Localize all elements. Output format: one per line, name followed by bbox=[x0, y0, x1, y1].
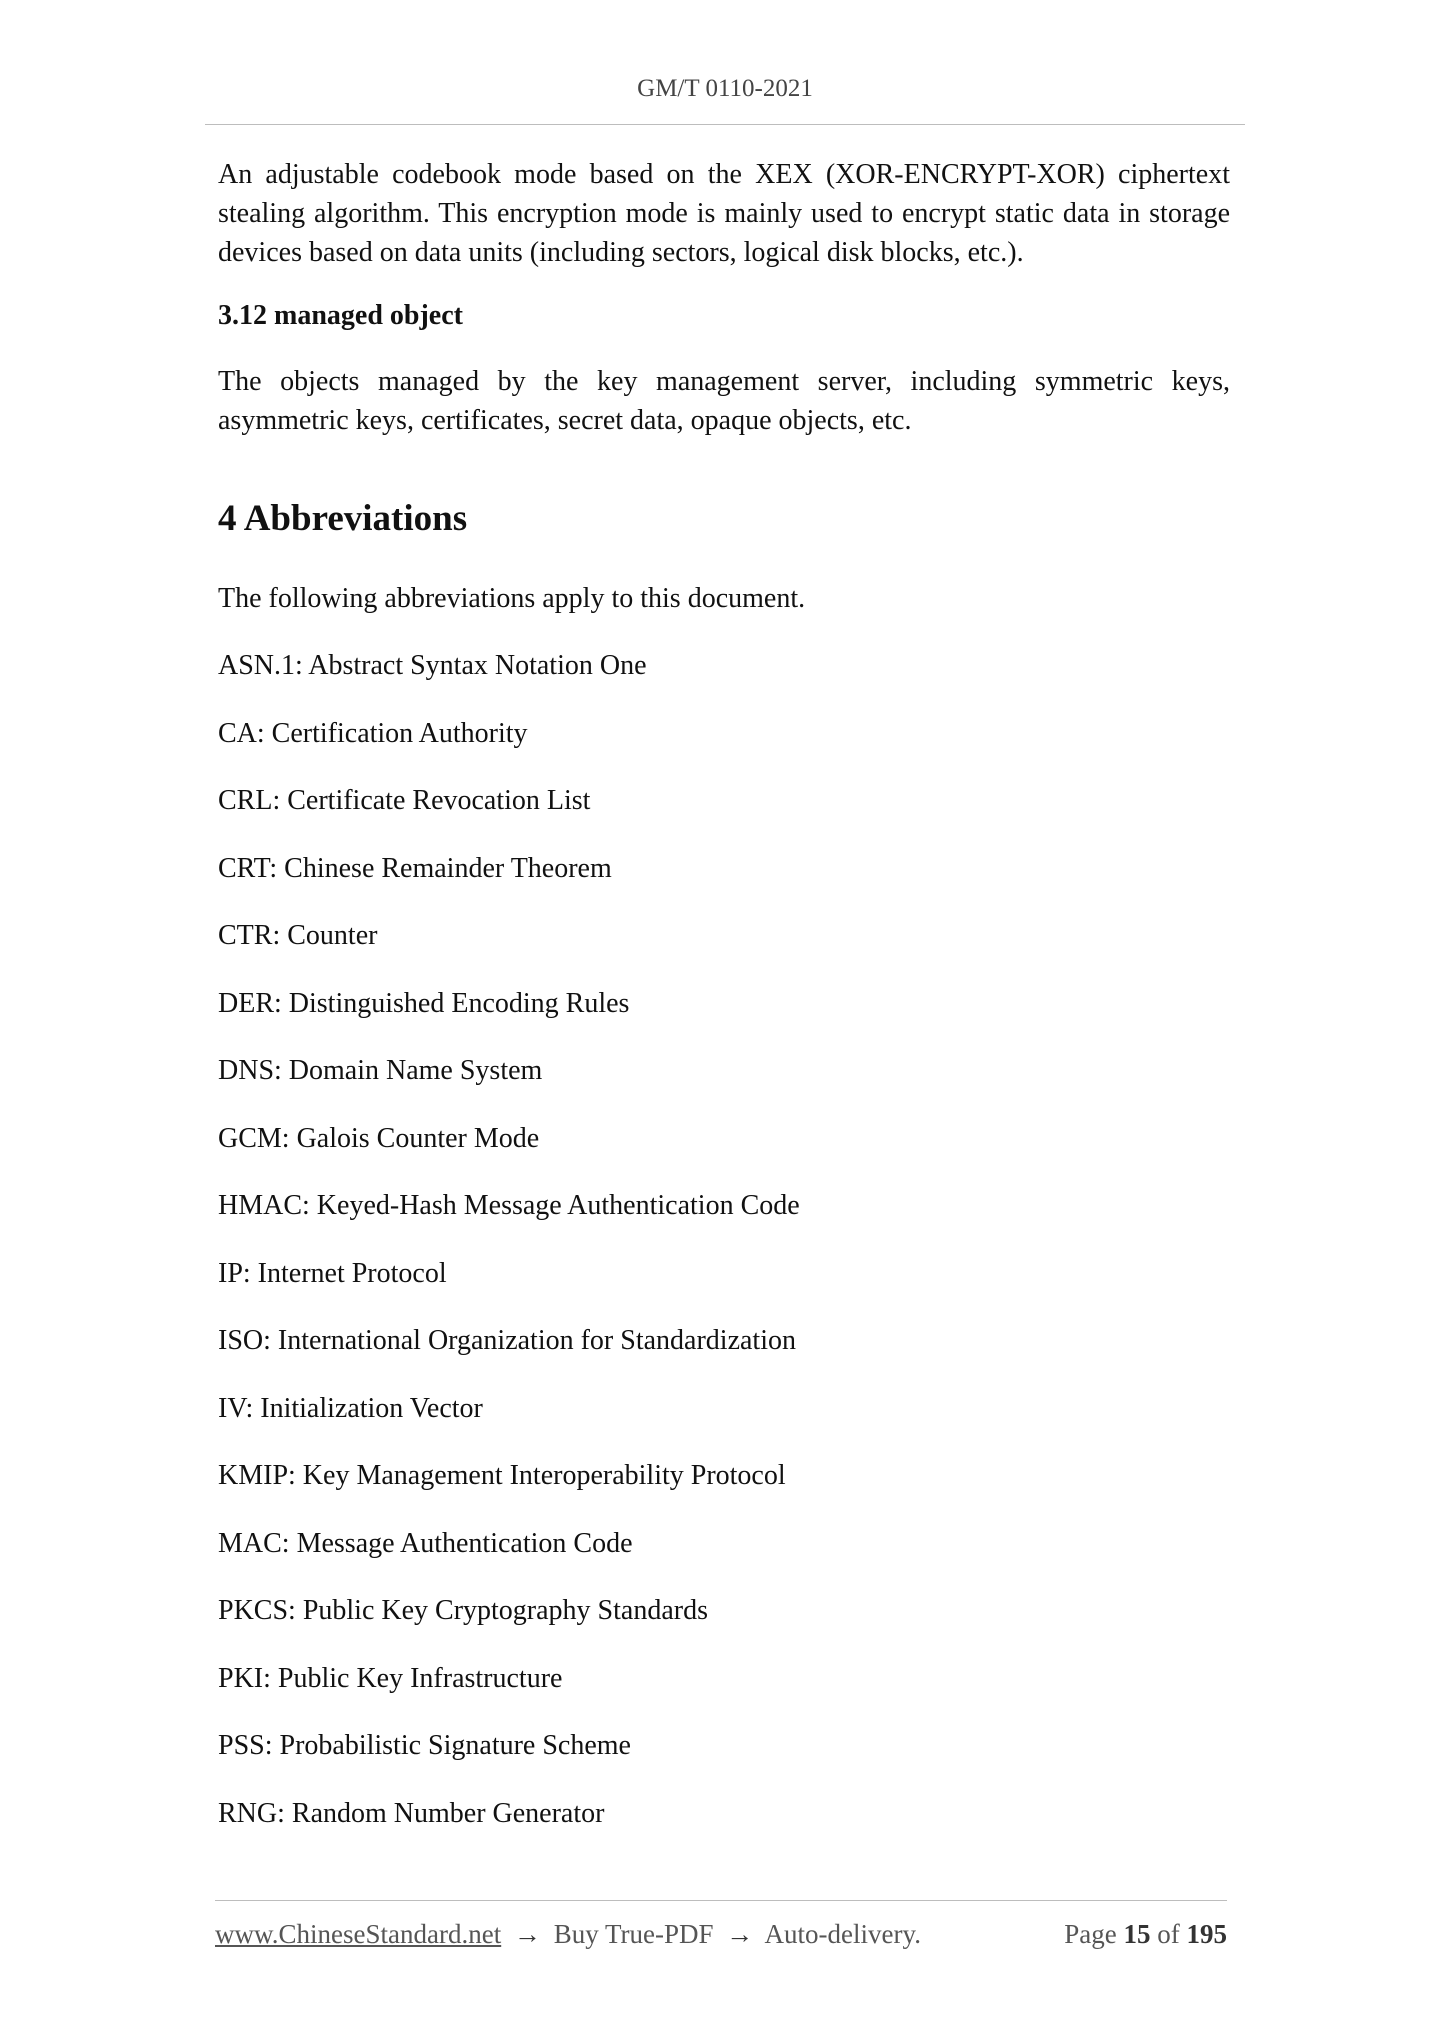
page-label: Page bbox=[1064, 1919, 1117, 1949]
list-item: ASN.1: Abstract Syntax Notation One bbox=[218, 650, 647, 681]
list-item: HMAC: Keyed-Hash Message Authentication Code bbox=[218, 1190, 800, 1221]
list-item: CRT: Chinese Remainder Theorem bbox=[218, 852, 612, 884]
section-4-heading: 4 Abbreviations bbox=[218, 498, 468, 539]
footer-links bbox=[215, 1919, 921, 1950]
list-item: IP: Internet Protocol bbox=[218, 1257, 447, 1289]
list-item: PKCS: Public Key Cryptography Standards bbox=[218, 1595, 708, 1626]
auto-delivery-text: Auto-delivery. bbox=[764, 1919, 921, 1949]
list-item: ISO: International Organization for Standardization bbox=[218, 1325, 796, 1356]
website-link[interactable]: www.ChineseStandard.net bbox=[215, 1919, 502, 1949]
total-pages: 195 bbox=[1186, 1919, 1227, 1949]
list-item: PSS: Probabilistic Signature Scheme bbox=[218, 1730, 631, 1761]
abbreviation-list bbox=[218, 646, 1230, 1861]
list-item: KMIP: Key Management Interoperability Protocol bbox=[218, 1460, 786, 1491]
list-item: RNG: Random Number Generator bbox=[218, 1797, 605, 1829]
section-3-12-body: The objects managed by the key management server, including symmetric keys, asymmetric keys, certificates, secret data, opaque objects, etc. bbox=[218, 366, 1230, 436]
current-page: 15 bbox=[1123, 1919, 1151, 1949]
page-footer bbox=[215, 1900, 1227, 1950]
document-id: GM/T 0110-2021 bbox=[637, 75, 813, 102]
page-content bbox=[218, 155, 1230, 1861]
buy-true-pdf-text: Buy True-PDF bbox=[553, 1919, 714, 1949]
list-item: CTR: Counter bbox=[218, 920, 378, 951]
list-item: PKI: Public Key Infrastructure bbox=[218, 1662, 563, 1694]
page-header bbox=[205, 72, 1245, 125]
list-item: IV: Initialization Vector bbox=[218, 1392, 483, 1424]
arrow-right-icon: → bbox=[513, 1919, 541, 1949]
list-item: DNS: Domain Name System bbox=[218, 1055, 543, 1086]
list-item: GCM: Galois Counter Mode bbox=[218, 1122, 540, 1154]
list-item: MAC: Message Authentication Code bbox=[218, 1527, 633, 1559]
of-label: of bbox=[1157, 1919, 1180, 1949]
page-counter bbox=[1064, 1919, 1227, 1950]
section-3-12-heading: 3.12 managed object bbox=[218, 300, 463, 331]
section-4-intro: The following abbreviations apply to this document. bbox=[218, 583, 806, 614]
list-item: CRL: Certificate Revocation List bbox=[218, 785, 591, 816]
arrow-right-icon: → bbox=[726, 1919, 754, 1949]
list-item: DER: Distinguished Encoding Rules bbox=[218, 987, 630, 1019]
list-item: CA: Certification Authority bbox=[218, 717, 528, 749]
intro-paragraph: An adjustable codebook mode based on the XEX (XOR-ENCRYPT-XOR) ciphertext stealing algorithm. This encryption mode is mainly used to encrypt static data in storage devices based on data units (including sectors, logical disk blocks, etc.). bbox=[218, 159, 1230, 268]
